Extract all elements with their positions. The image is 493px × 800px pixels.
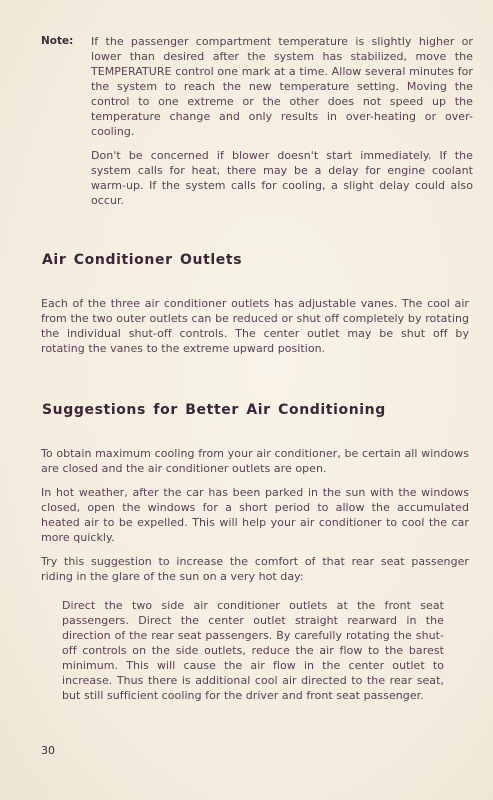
note-paragraph-temperature: If the passenger compartment temperature is slightly higher or lower than desired after the system has stabilized, move the TEMPERATURE control one mark at a time. Allow several minutes for the system to reach the new temperature setting. Moving the control to one extreme or the other does not speed up the temperature change and only results in over-heating or over-cooling.	[91, 35, 473, 138]
section-heading-suggestions: Suggestions for Better Air Conditioning	[42, 402, 386, 418]
note-paragraph-blower: Don't be concerned if blower doesn't start immediately. If the system calls for heat, there may be a delay for engine coolant warm-up. If the system calls for cooling, a slight delay could also occur.	[91, 149, 473, 207]
suggestion-paragraph-hot-weather: In hot weather, after the car has been parked in the sun with the windows closed, open the windows for a short period to allow the accumulated heated air to be expelled. This will help your air conditioner to cool the car more quickly.	[41, 486, 469, 544]
note-label: Note:	[41, 35, 74, 47]
suggestion-indented-instructions: Direct the two side air conditioner outlets at the front seat passengers. Direct the center outlet straight rearward in the direction of the rear seat passengers. By carefully rotating the shut-off controls on the side outlets, reduce the air flow to the barest minimum. This will cause the air flow in the center outlet to increase. Thus there is additional cool air directed to the rear seat, but still sufficient cooling for the driver and front seat passenger.	[62, 599, 444, 702]
suggestion-paragraph-windows: To obtain maximum cooling from your air conditioner, be certain all windows are closed and the air conditioner outlets are open.	[41, 447, 469, 475]
suggestion-paragraph-rear-seat: Try this suggestion to increase the comfort of that rear seat passenger riding in the glare of the sun on a very hot day:	[41, 555, 469, 583]
section-heading-outlets: Air Conditioner Outlets	[42, 252, 243, 268]
note-body	[91, 34, 473, 208]
outlets-paragraph: Each of the three air conditioner outlets has adjustable vanes. The cool air from the two outer outlets can be reduced or shut off completely by rotating the individual shut-off controls. The center outlet may be shut off by rotating the vanes to the extreme upward position.	[41, 297, 469, 355]
page-number: 30	[41, 744, 55, 757]
